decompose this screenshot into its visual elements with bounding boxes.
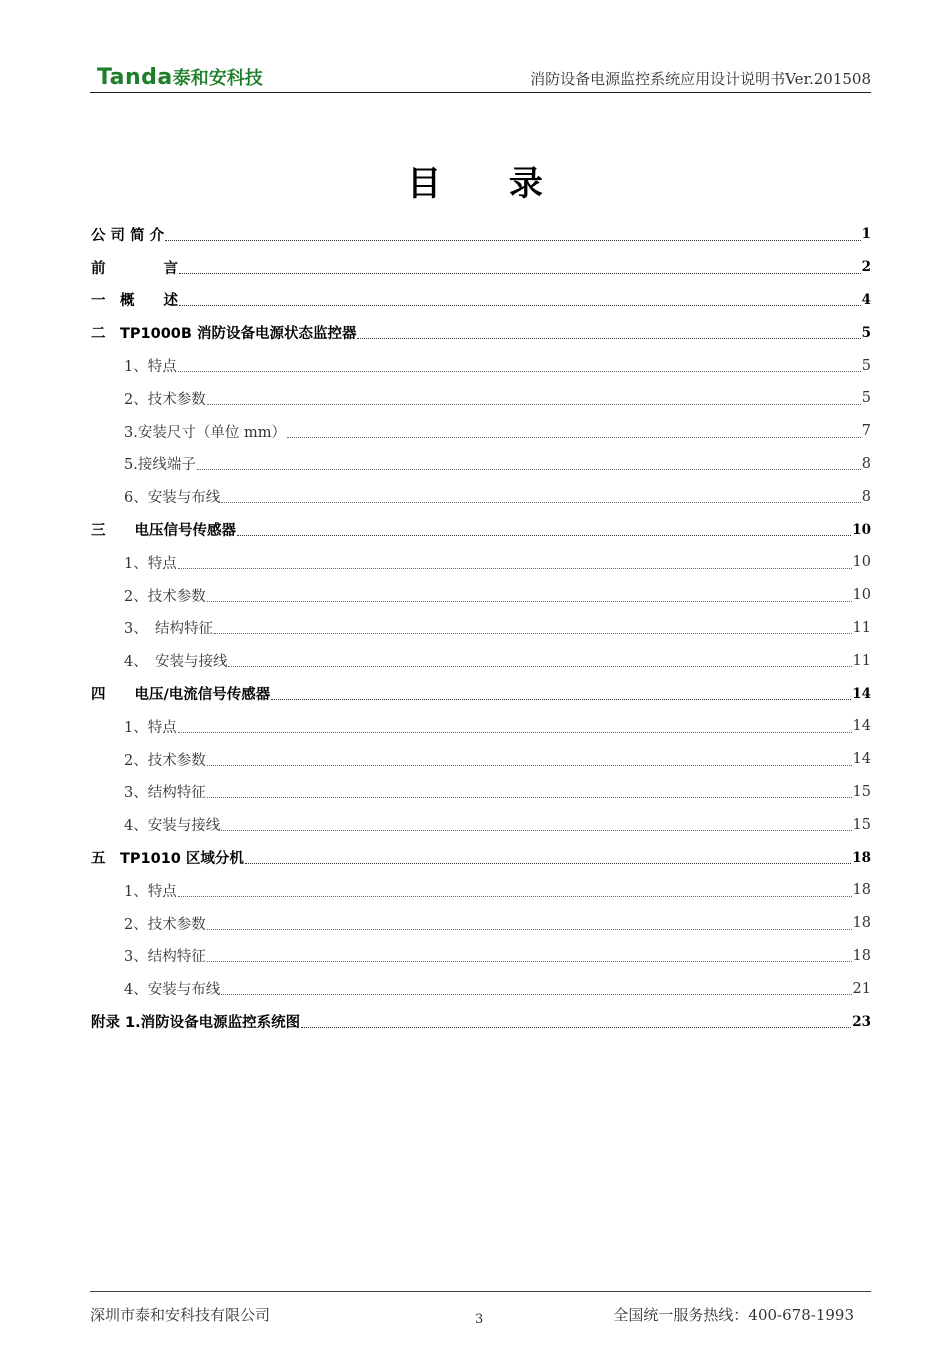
toc-entry-title: 二 TP1000B 消防设备电源状态监控器 bbox=[91, 326, 357, 343]
toc-entry-title: 2、技术参数 bbox=[124, 588, 206, 605]
toc-leader-dots bbox=[178, 568, 852, 569]
toc-entry-page: 18 bbox=[852, 849, 871, 866]
toc-entry-title: 附录 1.消防设备电源监控系统图 bbox=[91, 1015, 301, 1032]
toc-entry-title: 1、特点 bbox=[124, 555, 177, 572]
toc-entry-title: 2、技术参数 bbox=[124, 916, 206, 933]
toc-entry[interactable] bbox=[91, 218, 871, 251]
toc-entry-page: 4 bbox=[861, 291, 871, 308]
toc-leader-dots bbox=[197, 469, 861, 470]
toc-entry[interactable] bbox=[91, 513, 871, 546]
toc-entry[interactable] bbox=[91, 1005, 871, 1038]
toc-entry-title: 四 电压/电流信号传感器 bbox=[91, 687, 271, 704]
toc-entry-page: 14 bbox=[852, 751, 871, 768]
toc-entry-title: 五 TP1010 区域分机 bbox=[91, 851, 244, 868]
toc-leader-dots bbox=[207, 929, 852, 930]
toc-entry-title: 2、技术参数 bbox=[124, 391, 206, 408]
toc-entry-page: 5 bbox=[861, 324, 871, 341]
toc-leader-dots bbox=[207, 961, 852, 962]
toc-entry-page: 1 bbox=[861, 226, 871, 243]
toc-entry[interactable] bbox=[91, 743, 871, 776]
toc-leader-dots bbox=[301, 1027, 851, 1028]
toc-entry-title: 3、 结构特征 bbox=[124, 621, 213, 638]
toc-entry-title: 1、特点 bbox=[124, 719, 177, 736]
toc-entry-title: 前 言 bbox=[91, 260, 178, 277]
toc-entry-title: 4、安装与布线 bbox=[124, 982, 221, 999]
toc-entry[interactable] bbox=[91, 284, 871, 317]
toc-entry[interactable] bbox=[91, 316, 871, 349]
toc-entry[interactable] bbox=[91, 874, 871, 907]
toc-entry[interactable] bbox=[91, 382, 871, 415]
toc-entry-page: 11 bbox=[852, 619, 871, 636]
page-footer bbox=[90, 1291, 871, 1345]
toc-leader-dots bbox=[207, 765, 852, 766]
toc-entry-page: 23 bbox=[852, 1013, 871, 1030]
company-logo bbox=[97, 64, 263, 92]
logo-chinese-name: 泰和安科技 bbox=[172, 68, 263, 89]
toc-entry-page: 5 bbox=[861, 357, 871, 374]
toc-leader-dots bbox=[178, 732, 852, 733]
toc-entry[interactable] bbox=[91, 940, 871, 973]
toc-entry-title: 2、技术参数 bbox=[124, 752, 206, 769]
toc-leader-dots bbox=[357, 338, 860, 339]
logo-brand: Tanda bbox=[97, 65, 173, 90]
toc-entry-page: 2 bbox=[861, 259, 871, 276]
page-number: 3 bbox=[475, 1312, 484, 1327]
toc-entry-page: 18 bbox=[852, 882, 871, 899]
toc-entry[interactable] bbox=[91, 710, 871, 743]
toc-entry-page: 15 bbox=[852, 816, 871, 833]
toc-leader-dots bbox=[221, 994, 851, 995]
toc-leader-dots bbox=[207, 404, 861, 405]
toc-entry[interactable] bbox=[91, 808, 871, 841]
toc-entry-page: 21 bbox=[852, 980, 871, 997]
toc-leader-dots bbox=[165, 240, 860, 241]
toc-entry[interactable] bbox=[91, 841, 871, 874]
toc-entry[interactable] bbox=[91, 579, 871, 612]
toc-leader-dots bbox=[271, 699, 851, 700]
toc-entry-page: 8 bbox=[861, 488, 871, 505]
toc-entry-title: 3、结构特征 bbox=[124, 949, 206, 966]
toc-entry-title: 3.安装尺寸（单位 mm） bbox=[124, 424, 286, 441]
toc-entry[interactable] bbox=[91, 972, 871, 1005]
toc-entry-page: 10 bbox=[852, 554, 871, 571]
toc-leader-dots bbox=[221, 830, 851, 831]
toc-entry[interactable] bbox=[91, 251, 871, 284]
toc-leader-dots bbox=[214, 633, 852, 634]
toc-entry-title: 6、安装与布线 bbox=[124, 490, 221, 507]
toc-leader-dots bbox=[207, 601, 852, 602]
toc-leader-dots bbox=[207, 797, 852, 798]
toc-heading: 目 录 bbox=[407, 164, 571, 204]
toc-leader-dots bbox=[221, 502, 861, 503]
toc-entry[interactable] bbox=[91, 448, 871, 481]
toc-entry-title: 公 司 简 介 bbox=[91, 227, 165, 244]
toc-entry[interactable] bbox=[91, 644, 871, 677]
toc-entry-page: 5 bbox=[861, 390, 871, 407]
toc-entry-title: 一 概 述 bbox=[91, 293, 178, 310]
toc-entry[interactable] bbox=[91, 415, 871, 448]
toc-entry[interactable] bbox=[91, 677, 871, 710]
toc-entry-page: 14 bbox=[852, 685, 871, 702]
toc-entry-page: 8 bbox=[861, 455, 871, 472]
toc-leader-dots bbox=[287, 437, 861, 438]
toc-entry[interactable] bbox=[91, 349, 871, 382]
toc-entry-title: 5.接线端子 bbox=[124, 457, 196, 474]
toc-entry-page: 10 bbox=[852, 587, 871, 604]
toc-entry[interactable] bbox=[91, 907, 871, 940]
toc-leader-dots bbox=[245, 863, 851, 864]
toc-entry-page: 18 bbox=[852, 915, 871, 932]
toc-entry-page: 11 bbox=[852, 652, 871, 669]
toc-entry-title: 三 电压信号传感器 bbox=[91, 523, 236, 540]
toc-entry-title: 4、 安装与接线 bbox=[124, 654, 228, 671]
table-of-contents bbox=[91, 218, 871, 1038]
toc-entry-page: 10 bbox=[852, 521, 871, 538]
toc-entry-page: 18 bbox=[852, 947, 871, 964]
toc-entry-page: 7 bbox=[861, 423, 871, 440]
toc-leader-dots bbox=[178, 371, 861, 372]
toc-leader-dots bbox=[228, 666, 851, 667]
toc-entry[interactable] bbox=[91, 480, 871, 513]
toc-leader-dots bbox=[179, 305, 861, 306]
toc-leader-dots bbox=[178, 896, 852, 897]
document-title: 消防设备电源监控系统应用设计说明书Ver.201508 bbox=[530, 70, 871, 88]
page-header bbox=[90, 64, 871, 93]
toc-entry[interactable] bbox=[91, 776, 871, 809]
toc-entry-title: 4、安装与接线 bbox=[124, 818, 221, 835]
toc-leader-dots bbox=[179, 273, 861, 274]
toc-entry-page: 14 bbox=[852, 718, 871, 735]
footer-company: 深圳市泰和安科技有限公司 bbox=[90, 1306, 271, 1324]
toc-entry-title: 1、特点 bbox=[124, 359, 177, 376]
toc-entry-page: 15 bbox=[852, 783, 871, 800]
toc-entry[interactable] bbox=[91, 546, 871, 579]
toc-entry-title: 1、特点 bbox=[124, 883, 177, 900]
toc-entry[interactable] bbox=[91, 612, 871, 645]
footer-hotline: 全国统一服务热线：400-678-1993 bbox=[613, 1306, 854, 1324]
toc-leader-dots bbox=[237, 535, 851, 536]
toc-entry-title: 3、结构特征 bbox=[124, 785, 206, 802]
